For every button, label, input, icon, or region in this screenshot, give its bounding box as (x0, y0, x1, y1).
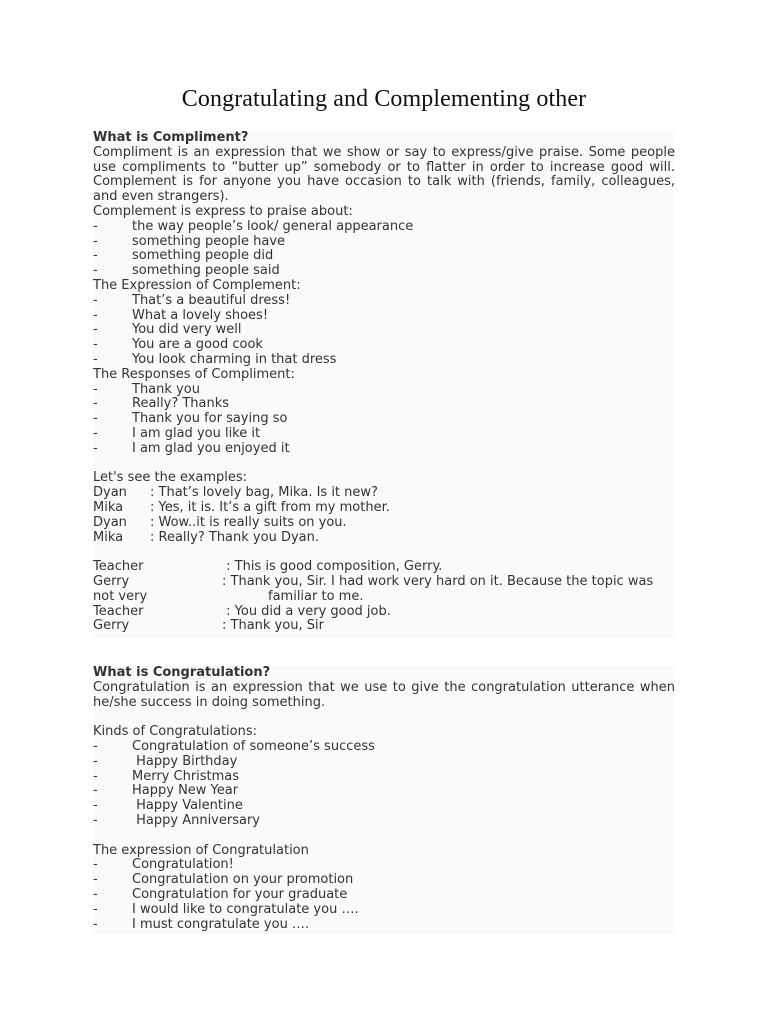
bullet-dash: - (93, 916, 98, 932)
document-title: Congratulating and Complementing other (181, 86, 587, 112)
dialog-text: : Really? Thank you Dyan. (150, 529, 319, 545)
list-item (93, 873, 675, 888)
list-item (93, 858, 675, 873)
dialog-continuation: familiar to me. (268, 588, 364, 604)
list-item (93, 740, 675, 755)
dialog-speaker: Mika (93, 529, 124, 545)
kinds-intro: Kinds of Congratulations: (93, 724, 257, 740)
responses-intro: The Responses of Compliment: (93, 366, 295, 382)
dialog-speaker: Teacher (93, 559, 144, 575)
bullet-dash: - (93, 738, 98, 754)
list-item (93, 799, 675, 814)
list-item-text: Congratulation of someone’s success (132, 738, 375, 754)
dialog-line (93, 516, 675, 531)
list-item (93, 442, 675, 457)
dialog-speaker: Dyan (93, 514, 127, 530)
list-item-text: Merry Christmas (132, 768, 240, 784)
dialog-line (93, 531, 675, 546)
list-item (93, 249, 675, 264)
expression-list (93, 294, 675, 368)
spacer (93, 829, 675, 844)
dialog-line (93, 501, 675, 516)
list-item-text: I would like to congratulate you …. (132, 901, 359, 917)
dialog-speaker: Dyan (93, 485, 127, 501)
dialog-line (93, 619, 675, 634)
dialog-text: : Thank you, Sir (222, 618, 324, 634)
list-item-text: You are a good cook (132, 337, 263, 353)
congratulation-expression-intro: The expression of Congratulation (93, 842, 309, 858)
dialog-speaker: Gerry (93, 573, 130, 589)
list-item (93, 784, 675, 799)
expression-intro: The Expression of Complement: (93, 277, 301, 293)
dialog-line (93, 590, 675, 605)
bullet-dash: - (93, 322, 98, 338)
list-item-text: That’s a beautiful dress! (132, 292, 291, 308)
bullet-dash: - (93, 783, 98, 799)
list-item-text: the way people’s look/ general appearance (132, 218, 414, 234)
list-item-text: Happy Birthday (132, 753, 238, 769)
list-item-text: Happy New Year (132, 783, 239, 799)
bullet-dash: - (93, 886, 98, 902)
bullet-dash: - (93, 307, 98, 323)
bullet-dash: - (93, 396, 98, 412)
praise-list (93, 220, 675, 279)
compliment-heading: What is Compliment? (93, 130, 249, 145)
list-item-text: You did very well (132, 322, 242, 338)
list-item-text: Thank you for saying so (132, 411, 288, 427)
list-item-text: I am glad you like it (132, 425, 261, 441)
bullet-dash: - (93, 857, 98, 873)
bullet-dash: - (93, 292, 98, 308)
list-item-text: Congratulation on your promotion (132, 872, 354, 888)
responses-list (93, 383, 675, 457)
spacer (93, 457, 675, 472)
examples-intro: Let's see the examples: (93, 470, 248, 486)
dialog-text: : That’s lovely bag, Mika. Is it new? (150, 485, 378, 501)
list-item (93, 338, 675, 353)
list-item (93, 264, 675, 279)
kinds-list (93, 740, 675, 829)
list-item (93, 323, 675, 338)
list-item (93, 412, 675, 427)
list-item (93, 383, 675, 398)
list-item (93, 427, 675, 442)
compliment-section (93, 131, 675, 638)
bullet-dash: - (93, 872, 98, 888)
dialog-teacher-gerry (93, 560, 675, 634)
spacer (93, 545, 675, 560)
bullet-dash: - (93, 440, 98, 456)
congratulation-intro: Congratulation is an expression that we use to give the congratulation utterance when he/she success in doing something. (93, 679, 675, 710)
dialog-line (93, 605, 675, 620)
list-item (93, 309, 675, 324)
list-item (93, 755, 675, 770)
list-item-text: something people did (132, 248, 274, 264)
list-item (93, 903, 675, 918)
list-item (93, 814, 675, 829)
list-item (93, 294, 675, 309)
bullet-dash: - (93, 798, 98, 814)
dialog-speaker: Mika (93, 499, 124, 515)
bullet-dash: - (93, 901, 98, 917)
list-item-text: You look charming in that dress (132, 351, 337, 367)
bullet-dash: - (93, 263, 98, 279)
dialog-line (93, 486, 675, 501)
bullet-dash: - (93, 351, 98, 367)
dialog-line (93, 575, 675, 590)
list-item (93, 220, 675, 235)
list-item-text: Thank you (132, 381, 200, 397)
dialog-speaker: Gerry (93, 618, 130, 634)
list-item-text: something people have (132, 233, 286, 249)
bullet-dash: - (93, 753, 98, 769)
list-item (93, 397, 675, 412)
bullet-dash: - (93, 248, 98, 264)
congratulation-expression-list (93, 858, 675, 932)
list-item (93, 235, 675, 250)
list-item-text: What a lovely shoes! (132, 307, 269, 323)
dialog-line (93, 560, 675, 575)
dialog-dyan-mika (93, 486, 675, 545)
list-item-text: Congratulation! (132, 857, 234, 873)
list-item-text: Happy Valentine (132, 798, 243, 814)
bullet-dash: - (93, 233, 98, 249)
bullet-dash: - (93, 812, 98, 828)
spacer (93, 710, 675, 725)
list-item-text: Happy Anniversary (132, 812, 261, 828)
dialog-speaker: Teacher (93, 603, 144, 619)
bullet-dash: - (93, 337, 98, 353)
list-item-text: something people said (132, 263, 280, 279)
list-item-text: Congratulation for your graduate (132, 886, 348, 902)
dialog-speaker: not very (93, 588, 148, 604)
congratulation-section (93, 666, 675, 934)
congratulation-heading: What is Congratulation? (93, 665, 271, 680)
dialog-text: : This is good composition, Gerry. (222, 559, 443, 575)
list-item (93, 918, 675, 933)
bullet-dash: - (93, 411, 98, 427)
dialog-text: : You did a very good job. (222, 603, 391, 619)
compliment-intro: Compliment is an expression that we show or say to express/give praise. Some people use compliments to “butter up” somebody or to flatter in order to increase good will. Complement is for anyone you have occasion to talk with (friends, family, colleagues, and even strangers). (93, 144, 675, 205)
dialog-text: : Yes, it is. It’s a gift from my mother. (150, 499, 390, 515)
bullet-dash: - (93, 381, 98, 397)
praise-intro: Complement is express to praise about: (93, 203, 353, 219)
list-item (93, 888, 675, 903)
dialog-text: : Wow..it is really suits on you. (150, 514, 347, 530)
bullet-dash: - (93, 768, 98, 784)
dialog-text: : Thank you, Sir. I had work very hard on it. Because the topic was (222, 573, 654, 589)
list-item (93, 770, 675, 785)
list-item-text: I am glad you enjoyed it (132, 440, 290, 456)
bullet-dash: - (93, 425, 98, 441)
bullet-dash: - (93, 218, 98, 234)
list-item-text: Really? Thanks (132, 396, 230, 412)
list-item-text: I must congratulate you …. (132, 916, 310, 932)
list-item (93, 353, 675, 368)
